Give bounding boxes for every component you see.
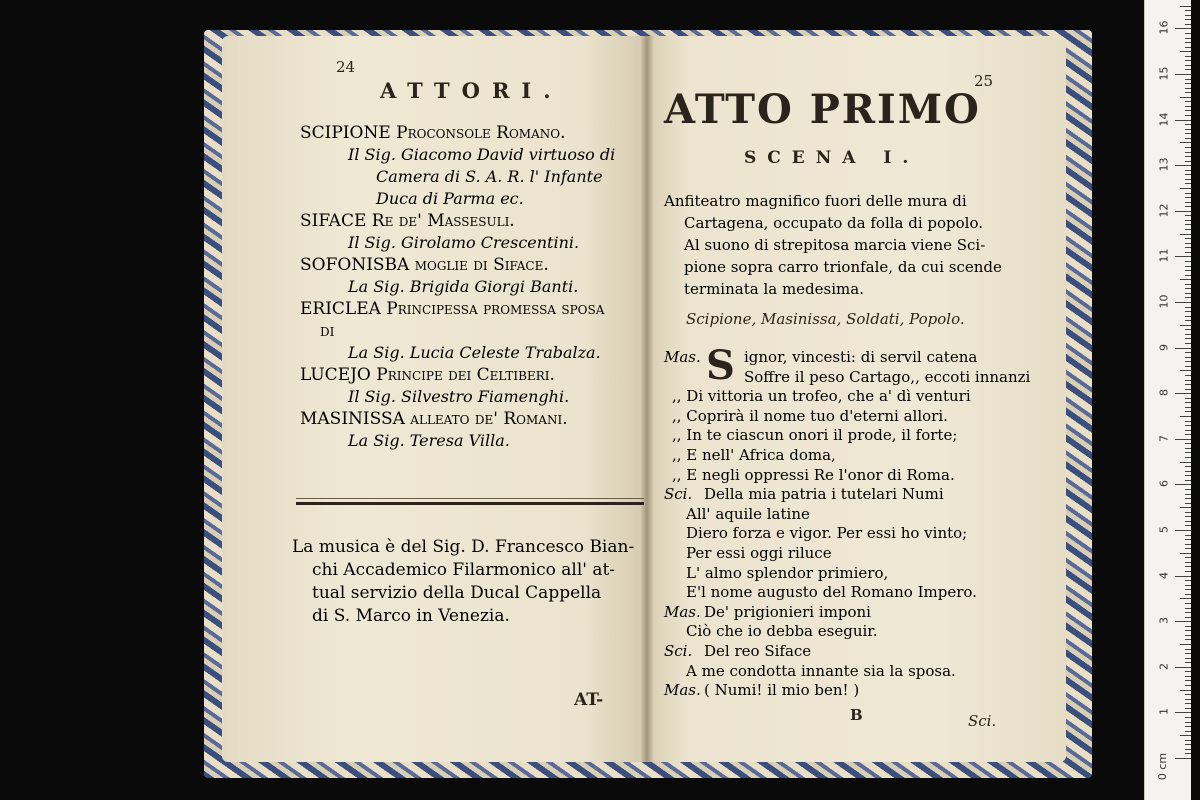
dialogue-line bbox=[664, 407, 1056, 427]
dialogue-line bbox=[664, 348, 1056, 368]
drop-cap: S bbox=[706, 342, 735, 389]
measurement-ruler bbox=[1144, 0, 1191, 800]
dialogue-text: Ciò che io debba eseguir. bbox=[686, 622, 878, 641]
ruler-tick bbox=[1185, 124, 1191, 125]
ruler-tick bbox=[1180, 370, 1191, 371]
ruler-tick bbox=[1185, 594, 1191, 595]
ruler-tick bbox=[1185, 79, 1191, 80]
ruler-tick bbox=[1185, 548, 1191, 549]
speaker-label: Mas. bbox=[664, 602, 701, 621]
ruler-tick bbox=[1185, 293, 1191, 294]
ruler-label: 15 bbox=[1157, 66, 1171, 81]
ruler-tick bbox=[1185, 443, 1191, 444]
ruler-tick bbox=[1185, 425, 1191, 426]
dialogue-line bbox=[664, 368, 1056, 388]
ruler-tick bbox=[1185, 635, 1191, 636]
ruler-tick bbox=[1185, 129, 1191, 130]
ruler-tick bbox=[1185, 694, 1191, 695]
ruler-tick bbox=[1180, 598, 1191, 599]
ruler-tick bbox=[1185, 352, 1191, 353]
scene-heading: SCENA I. bbox=[744, 148, 920, 168]
ruler-label: 11 bbox=[1157, 248, 1171, 263]
dialogue-line bbox=[664, 426, 1056, 446]
cast-performer-line: La Sig. Brigida Giorgi Banti. bbox=[348, 277, 579, 296]
ruler-label: 1 bbox=[1157, 708, 1171, 716]
ruler-tick bbox=[1185, 680, 1191, 681]
ruler-tick bbox=[1185, 83, 1191, 84]
dialogue-line bbox=[664, 505, 1056, 525]
music-credit-line: chi Accademico Filarmonico all' at- bbox=[312, 560, 616, 580]
ruler-tick bbox=[1185, 626, 1191, 627]
dialogue-text: ,, E nell' Africa doma, bbox=[672, 445, 836, 464]
ruler-tick bbox=[1185, 407, 1191, 408]
ruler-tick bbox=[1185, 466, 1191, 467]
cast-role-line: MASINISSA alleato de' Romani. bbox=[300, 409, 568, 429]
ruler-tick bbox=[1185, 649, 1191, 650]
ruler-tick bbox=[1185, 676, 1191, 677]
ruler-tick bbox=[1185, 101, 1191, 102]
dialogue bbox=[664, 342, 1056, 701]
ruler-tick bbox=[1185, 402, 1191, 403]
ruler-tick bbox=[1175, 302, 1191, 303]
ruler-tick bbox=[1185, 608, 1191, 609]
ruler-tick bbox=[1185, 662, 1191, 663]
ruler-tick bbox=[1175, 28, 1191, 29]
ruler-tick bbox=[1185, 375, 1191, 376]
ruler-tick bbox=[1185, 42, 1191, 43]
dialogue-line bbox=[664, 662, 1056, 682]
ruler-tick bbox=[1185, 243, 1191, 244]
ruler-tick bbox=[1180, 142, 1191, 143]
ruler-tick bbox=[1180, 553, 1191, 554]
description-line: Al suono di strepitosa marcia viene Sci- bbox=[684, 236, 986, 254]
ruler-tick bbox=[1185, 106, 1191, 107]
dialogue-line bbox=[664, 387, 1056, 407]
ruler-tick bbox=[1185, 557, 1191, 558]
signature-mark: B bbox=[850, 706, 863, 724]
dialogue-line bbox=[664, 583, 1056, 603]
ruler-tick bbox=[1185, 489, 1191, 490]
ruler-tick bbox=[1185, 238, 1191, 239]
ruler-tick bbox=[1185, 320, 1191, 321]
ruler-tick bbox=[1185, 33, 1191, 34]
ruler-tick bbox=[1185, 110, 1191, 111]
dialogue-text: Della mia patria i tutelari Numi bbox=[704, 485, 944, 504]
dialogue-text: L' almo splendor primiero, bbox=[686, 563, 889, 582]
ruler-tick bbox=[1185, 197, 1191, 198]
dialogue-text: A me condotta innante sia la sposa. bbox=[686, 661, 956, 680]
ruler-tick bbox=[1185, 133, 1191, 134]
ruler-tick bbox=[1185, 334, 1191, 335]
ruler-tick bbox=[1185, 156, 1191, 157]
ruler-tick bbox=[1185, 685, 1191, 686]
ruler-tick bbox=[1180, 97, 1191, 98]
ruler-tick bbox=[1185, 503, 1191, 504]
ruler-tick bbox=[1185, 494, 1191, 495]
ruler-tick bbox=[1185, 434, 1191, 435]
dialogue-line bbox=[664, 564, 1056, 584]
cast-performer-line: Camera di S. A. R. l' Infante bbox=[376, 167, 603, 186]
right-page-number: 25 bbox=[974, 72, 994, 90]
speaker-label: Sci. bbox=[664, 485, 693, 504]
cast-performer-line: Duca di Parma ec. bbox=[376, 189, 524, 208]
ruler-tick bbox=[1185, 562, 1191, 563]
dialogue-line bbox=[664, 681, 1056, 701]
ruler-tick bbox=[1185, 247, 1191, 248]
ruler-tick bbox=[1185, 311, 1191, 312]
dialogue-text: Soffre il peso Cartago,, eccoti innanzi bbox=[744, 367, 1031, 386]
ruler-tick bbox=[1185, 229, 1191, 230]
description-line: terminata la medesima. bbox=[684, 280, 864, 298]
ruler-tick bbox=[1185, 252, 1191, 253]
ruler-tick bbox=[1180, 735, 1191, 736]
divider-thin bbox=[296, 498, 644, 499]
dialogue-text: E'l nome augusto del Romano Impero. bbox=[686, 583, 977, 602]
ruler-tick bbox=[1180, 325, 1191, 326]
ruler-tick bbox=[1185, 580, 1191, 581]
ruler-tick bbox=[1180, 234, 1191, 235]
ruler-tick bbox=[1185, 744, 1191, 745]
ruler-tick bbox=[1185, 544, 1191, 545]
ruler-label: 12 bbox=[1157, 203, 1171, 218]
ruler-label: 5 bbox=[1157, 526, 1171, 533]
ruler-tick bbox=[1185, 47, 1191, 48]
ruler-tick bbox=[1185, 56, 1191, 57]
ruler-tick bbox=[1185, 220, 1191, 221]
cast-role-line: LUCEJO Principe dei Celtiberi. bbox=[300, 365, 555, 385]
music-credit-line: La musica è del Sig. D. Francesco Bian- bbox=[292, 537, 635, 557]
ruler-label: 3 bbox=[1157, 617, 1171, 625]
ruler-tick bbox=[1185, 152, 1191, 153]
ruler-tick bbox=[1185, 88, 1191, 89]
ruler-tick bbox=[1185, 658, 1191, 659]
ruler-tick bbox=[1185, 138, 1191, 139]
ruler-tick bbox=[1185, 206, 1191, 207]
ruler-tick bbox=[1185, 343, 1191, 344]
ruler-tick bbox=[1185, 215, 1191, 216]
ruler-tick bbox=[1185, 384, 1191, 385]
ruler-tick bbox=[1175, 393, 1191, 394]
ruler-label: 8 bbox=[1157, 389, 1171, 397]
ruler-tick bbox=[1185, 15, 1191, 16]
right-catchword: Sci. bbox=[968, 712, 997, 730]
ruler-tick bbox=[1185, 338, 1191, 339]
speaker-label: Mas. bbox=[664, 348, 701, 366]
ruler-tick bbox=[1185, 699, 1191, 700]
ruler-label: 4 bbox=[1157, 571, 1171, 579]
ruler-tick bbox=[1185, 539, 1191, 540]
dialogue-line bbox=[664, 642, 1056, 662]
cast-role-line: di bbox=[320, 321, 335, 341]
ruler-tick bbox=[1185, 307, 1191, 308]
cast-performer-line: Il Sig. Girolamo Crescentini. bbox=[348, 233, 580, 252]
ruler-tick bbox=[1180, 279, 1191, 280]
ruler-tick bbox=[1180, 690, 1191, 691]
dialogue-text: ignor, vincesti: di servil catena bbox=[744, 348, 978, 366]
ruler-tick bbox=[1185, 521, 1191, 522]
ruler-tick bbox=[1175, 439, 1191, 440]
ruler-tick bbox=[1175, 530, 1191, 531]
ruler-tick bbox=[1175, 667, 1191, 668]
ruler-tick bbox=[1185, 261, 1191, 262]
ruler-tick bbox=[1180, 188, 1191, 189]
dialogue-text: Per essi oggi riluce bbox=[686, 543, 832, 562]
ruler-tick bbox=[1185, 603, 1191, 604]
ruler-tick bbox=[1185, 639, 1191, 640]
ruler-tick bbox=[1185, 202, 1191, 203]
ruler-tick bbox=[1175, 621, 1191, 622]
dialogue-text: Del reo Siface bbox=[704, 641, 812, 660]
ruler-tick bbox=[1175, 758, 1191, 759]
ruler-tick bbox=[1185, 288, 1191, 289]
ruler-label: 14 bbox=[1157, 112, 1171, 127]
cast-performer-line: La Sig. Lucia Celeste Trabalza. bbox=[348, 343, 601, 362]
ruler-label: 9 bbox=[1157, 343, 1171, 351]
ruler-tick bbox=[1185, 571, 1191, 572]
ruler-tick bbox=[1185, 512, 1191, 513]
scene-characters: Scipione, Masinissa, Soldati, Popolo. bbox=[686, 310, 965, 328]
ruler-label: 7 bbox=[1157, 434, 1171, 442]
dialogue-text: ( Numi! il mio ben! ) bbox=[704, 681, 860, 700]
ruler-tick bbox=[1185, 224, 1191, 225]
description-line: Cartagena, occupato da folla di popolo. bbox=[684, 214, 984, 232]
ruler-tick bbox=[1185, 69, 1191, 70]
ruler-tick bbox=[1185, 726, 1191, 727]
ruler-tick bbox=[1175, 348, 1191, 349]
dialogue-text: All' aquile latine bbox=[686, 504, 810, 523]
ruler-tick bbox=[1185, 366, 1191, 367]
ruler-tick bbox=[1185, 585, 1191, 586]
dialogue-line bbox=[664, 622, 1056, 642]
ruler-tick bbox=[1185, 270, 1191, 271]
ruler-tick bbox=[1185, 10, 1191, 11]
description-line: Anfiteatro magnifico fuori delle mura di bbox=[664, 192, 967, 210]
left-page-number: 24 bbox=[336, 58, 356, 76]
ruler-tick bbox=[1185, 452, 1191, 453]
ruler-tick bbox=[1180, 6, 1191, 7]
description-line: pione sopra carro trionfale, da cui scende bbox=[684, 258, 1002, 276]
divider-rule bbox=[296, 502, 644, 505]
ruler-tick bbox=[1185, 535, 1191, 536]
left-catchword: AT- bbox=[574, 690, 604, 710]
dialogue-text: ,, Di vittoria un trofeo, che a' dì venturi bbox=[672, 387, 971, 406]
ruler-label: 2 bbox=[1157, 662, 1171, 670]
ruler-label: 13 bbox=[1157, 157, 1171, 172]
ruler-tick bbox=[1180, 507, 1191, 508]
ruler-tick bbox=[1185, 671, 1191, 672]
ruler-tick bbox=[1185, 275, 1191, 276]
cast-role-line: SOFONISBA moglie di Siface. bbox=[300, 255, 549, 275]
ruler-label: 6 bbox=[1157, 480, 1171, 488]
ruler-tick bbox=[1185, 266, 1191, 267]
ruler-tick bbox=[1185, 361, 1191, 362]
ruler-tick bbox=[1185, 722, 1191, 723]
ruler-tick bbox=[1175, 211, 1191, 212]
ruler-tick bbox=[1185, 448, 1191, 449]
ruler-tick bbox=[1175, 712, 1191, 713]
ruler-tick bbox=[1185, 421, 1191, 422]
ruler-tick bbox=[1185, 617, 1191, 618]
ruler-tick bbox=[1185, 749, 1191, 750]
speaker-label: Mas. bbox=[664, 681, 701, 700]
ruler-tick bbox=[1185, 475, 1191, 476]
ruler-tick bbox=[1185, 717, 1191, 718]
dialogue-text: Diero forza e vigor. Per essi ho vinto; bbox=[686, 524, 968, 543]
ruler-tick bbox=[1185, 161, 1191, 162]
dialogue-text: ,, E negli oppressi Re l'onor di Roma. bbox=[672, 465, 955, 484]
ruler-unit: 0 cm bbox=[1156, 752, 1170, 781]
cast-heading: ATTORI. bbox=[380, 78, 563, 103]
cast-performer-line: Il Sig. Giacomo David virtuoso di bbox=[348, 145, 616, 164]
ruler-tick bbox=[1180, 462, 1191, 463]
ruler-tick bbox=[1185, 92, 1191, 93]
ruler-tick bbox=[1185, 380, 1191, 381]
ruler-tick bbox=[1185, 357, 1191, 358]
dialogue-line bbox=[664, 544, 1056, 564]
scene-description bbox=[664, 190, 1056, 300]
ruler-tick bbox=[1180, 51, 1191, 52]
dialogue-line bbox=[664, 603, 1056, 623]
cast-role-line: SIFACE Re de' Massesuli. bbox=[300, 211, 515, 231]
ruler-tick bbox=[1185, 612, 1191, 613]
ruler-tick bbox=[1185, 329, 1191, 330]
ruler-tick bbox=[1185, 703, 1191, 704]
ruler-tick bbox=[1185, 753, 1191, 754]
ruler-tick bbox=[1185, 589, 1191, 590]
ruler-tick bbox=[1185, 193, 1191, 194]
ruler-tick bbox=[1185, 653, 1191, 654]
ruler-tick bbox=[1185, 60, 1191, 61]
speaker-label: Sci. bbox=[664, 641, 693, 660]
ruler-tick bbox=[1185, 630, 1191, 631]
cast-role-line: ERICLEA Principessa promessa sposa bbox=[300, 299, 605, 319]
act-title: ATTO PRIMO bbox=[664, 86, 981, 133]
ruler-tick bbox=[1175, 576, 1191, 577]
ruler-tick bbox=[1185, 498, 1191, 499]
ruler-tick bbox=[1185, 516, 1191, 517]
ruler-tick bbox=[1185, 38, 1191, 39]
ruler-tick bbox=[1185, 480, 1191, 481]
ruler-tick bbox=[1185, 179, 1191, 180]
dialogue-text: ,, In te ciascun onori il prode, il forte; bbox=[672, 426, 958, 445]
ruler-tick bbox=[1185, 115, 1191, 116]
dialogue-text: ,, Coprirà il nome tuo d'eterni allori. bbox=[672, 406, 948, 425]
ruler-tick bbox=[1185, 457, 1191, 458]
dialogue-text: De' prigionieri imponi bbox=[704, 602, 871, 621]
ruler-tick bbox=[1185, 297, 1191, 298]
ruler-tick bbox=[1185, 740, 1191, 741]
ruler-tick bbox=[1185, 316, 1191, 317]
dialogue-line bbox=[664, 466, 1056, 486]
ruler-tick bbox=[1185, 65, 1191, 66]
ruler-tick bbox=[1185, 19, 1191, 20]
ruler-tick bbox=[1185, 525, 1191, 526]
cast-performer-line: Il Sig. Silvestro Fiamenghi. bbox=[348, 387, 570, 406]
ruler-tick bbox=[1185, 284, 1191, 285]
cast-performer-line: La Sig. Teresa Villa. bbox=[348, 431, 510, 450]
ruler-tick bbox=[1185, 147, 1191, 148]
ruler-tick bbox=[1185, 708, 1191, 709]
ruler-tick bbox=[1180, 416, 1191, 417]
dialogue-line bbox=[664, 446, 1056, 466]
ruler-tick bbox=[1180, 644, 1191, 645]
ruler-tick bbox=[1185, 411, 1191, 412]
ruler-tick bbox=[1175, 74, 1191, 75]
ruler-tick bbox=[1185, 170, 1191, 171]
ruler-tick bbox=[1185, 430, 1191, 431]
ruler-tick bbox=[1185, 183, 1191, 184]
ruler-label: 10 bbox=[1157, 294, 1171, 309]
ruler-tick bbox=[1185, 471, 1191, 472]
music-credit-line: tual servizio della Ducal Cappella bbox=[312, 583, 602, 603]
ruler-tick bbox=[1185, 566, 1191, 567]
ruler-tick bbox=[1175, 256, 1191, 257]
ruler-tick bbox=[1175, 120, 1191, 121]
ruler-tick bbox=[1185, 389, 1191, 390]
ruler-tick bbox=[1185, 731, 1191, 732]
music-credit bbox=[292, 536, 652, 628]
ruler-tick bbox=[1185, 398, 1191, 399]
ruler-tick bbox=[1175, 484, 1191, 485]
ruler-tick bbox=[1185, 174, 1191, 175]
cast-list bbox=[300, 122, 652, 452]
dialogue-line bbox=[664, 485, 1056, 505]
ruler-label: 16 bbox=[1157, 20, 1171, 35]
cast-role-line: SCIPIONE Proconsole Romano. bbox=[300, 123, 566, 143]
ruler-tick bbox=[1185, 24, 1191, 25]
ruler-tick bbox=[1175, 165, 1191, 166]
dialogue-line bbox=[664, 524, 1056, 544]
music-credit-line: di S. Marco in Venezia. bbox=[312, 606, 510, 626]
